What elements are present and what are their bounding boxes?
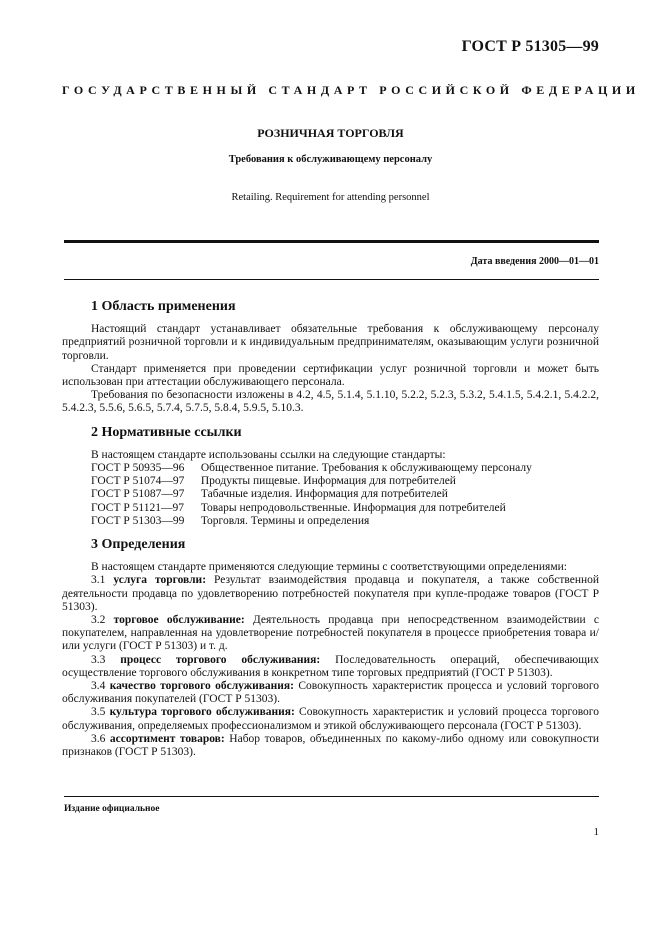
thick-divider <box>64 240 599 243</box>
reference-item <box>62 462 599 475</box>
state-standard-title: ГОСУДАРСТВЕННЫЙ СТАНДАРТ РОССИЙСКОЙ ФЕДЕРАЦИИ <box>62 83 640 97</box>
definition-term: культура торгового обслуживания: <box>109 706 295 719</box>
definition-item <box>62 706 599 732</box>
paragraph: В настоящем стандарте использованы ссылки на следующие стандарты: <box>91 448 446 461</box>
definition-text: Последовательность операций, обеспечивающих осуществление торгового обслуживания в конкретном типе торговых предприятий (ГОСТ Р 51303). <box>62 653 600 679</box>
definition-item <box>62 680 599 706</box>
definition-item <box>62 654 599 680</box>
introduction-date: Дата введения 2000—01—01 <box>470 256 599 267</box>
reference-item <box>62 502 599 515</box>
reference-title: Общественное питание. Требования к обслуживающему персоналу <box>200 462 532 475</box>
definition-number: 3.2 <box>91 614 106 627</box>
document-code: ГОСТ Р 51305—99 <box>461 38 599 55</box>
page-number: 1 <box>593 826 599 838</box>
definition-text: Деятельность продавца при непосредственном взаимодействии с покупателем, направленная на удовлетворение потребностей покупателя в процессе приобретения товара и/или услуги (ГОСТ Р 51303) и т. д. <box>62 614 600 653</box>
reference-item <box>62 515 599 528</box>
reference-title: Продукты пищевые. Информация для потребителей <box>200 475 456 488</box>
standard-title: РОЗНИЧНАЯ ТОРГОВЛЯ <box>257 126 404 140</box>
definition-item <box>62 614 599 654</box>
paragraph: Настоящий стандарт устанавливает обязательные требования к обслуживающему персоналу предприятий розничной торговли и к индивидуальным предпринимателям, оказывающим услуги розничной торговли. <box>62 323 599 362</box>
definition-number: 3.3 <box>91 653 106 666</box>
reference-code: ГОСТ Р 51121—97 <box>91 501 184 514</box>
reference-code: ГОСТ Р 51087—97 <box>91 488 185 501</box>
thin-divider <box>64 279 599 280</box>
reference-title: Товары непродовольственные. Информация для потребителей <box>200 501 506 514</box>
footer-divider <box>64 796 599 797</box>
reference-code: ГОСТ Р 51074—97 <box>91 475 185 488</box>
definition-number: 3.4 <box>91 680 106 693</box>
reference-item <box>62 475 599 488</box>
definition-term: ассортимент товаров: <box>109 732 225 745</box>
document-body <box>62 300 599 769</box>
definition-text: Набор товаров, объединенных по какому-либо одному или совокупности признаков (ГОСТ Р 51303). <box>62 732 600 759</box>
reference-title: Торговля. Термины и определения <box>200 514 370 527</box>
definition-term: услуга торговли: <box>113 574 207 587</box>
definition-item <box>62 574 599 614</box>
standard-subtitle: Требования к обслуживающему персоналу <box>228 154 433 165</box>
definition-term: процесс торгового обслуживания: <box>120 653 321 666</box>
section-heading: 1 Область применения <box>91 299 236 314</box>
paragraph: Стандарт применяется при проведении сертификации услуг розничной торговли и может быть использован при аттестации обслуживающего персонала. <box>62 362 599 389</box>
definition-number: 3.1 <box>91 574 106 587</box>
reference-title: Табачные изделия. Информация для потребителей <box>200 488 448 501</box>
reference-code: ГОСТ Р 51303—99 <box>91 514 185 527</box>
definition-item <box>62 733 599 759</box>
paragraph: В настоящем стандарте применяются следующие термины с соответствующими определениями: <box>91 561 567 574</box>
definition-term: торговое обслуживание: <box>113 614 245 627</box>
section-scope <box>62 300 599 416</box>
section-normative-references <box>62 426 599 528</box>
definition-text: Результат взаимодействия продавца и покупателя, а также собственной деятельности продавца по удовлетворению потребностей покупателя при купле-продаже товаров (ГОСТ Р 51303). <box>62 574 600 613</box>
definition-number: 3.6 <box>91 732 106 745</box>
paragraph: Требования по безопасности изложены в 4.2, 4.5, 5.1.4, 5.1.10, 5.2.2, 5.2.3, 5.3.2, 5.4.1.5, 5.4.2.1, 5.4.2.2, 5.4.2.3, 5.5.6, 5.6.5, 5.7.4, 5.7.5, 5.8.4, 5.9.5, 5.10.3. <box>62 389 599 415</box>
definition-term: качество торгового обслуживания: <box>109 680 294 693</box>
definition-text: Совокупность характеристик и условий процесса торгового обслуживания, определяемых профессионализмом и этикой обслуживающего персонала (ГОСТ Р 51303). <box>62 706 599 732</box>
section-heading: 3 Определения <box>91 537 186 553</box>
reference-list <box>62 462 599 528</box>
definition-text: Совокупность характеристик процесса и условий торгового обслуживания покупателей (ГОСТ Р 51303). <box>62 680 600 706</box>
section-heading: 2 Нормативные ссылки <box>91 424 242 440</box>
reference-item <box>62 488 599 501</box>
reference-code: ГОСТ Р 50935—96 <box>91 462 185 475</box>
official-edition-label: Издание официальное <box>64 804 160 814</box>
section-definitions <box>62 538 599 759</box>
standard-english-title: Retailing. Requirement for attending personnel <box>231 192 430 203</box>
definition-number: 3.5 <box>91 706 106 719</box>
